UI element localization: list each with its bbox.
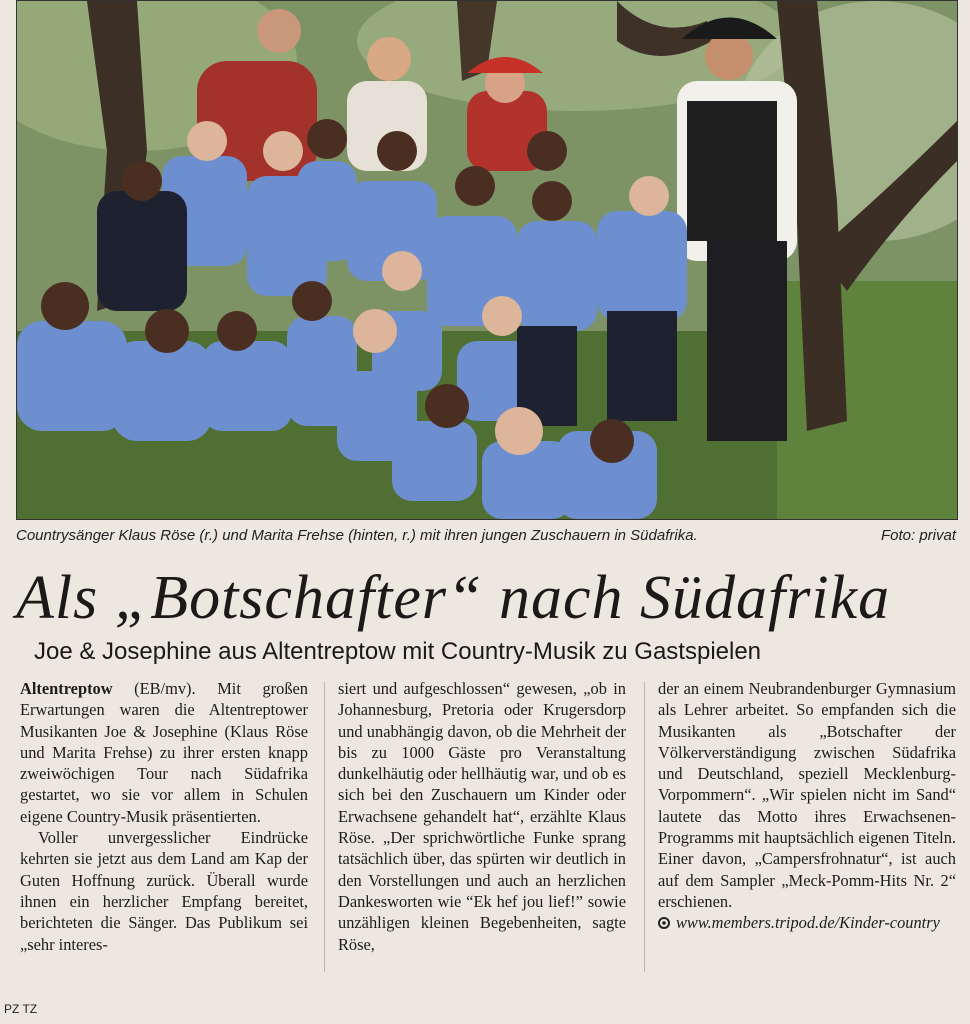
subheadline: Joe & Josephine aus Altentreptow mit Country-Musik zu Gastspielen xyxy=(34,638,762,665)
col3-paragraph-1: der an einem Neubrandenburger Gymnasium als Lehrer arbeitet. So empfanden sich die Musikanten als „Botschafter der Völkerverständigung zwischen Südafrika und Deutschland, speziell Mecklenburg-Vorpommern“. „Wir spielen nicht im Sand“ lautete das Motto ihres Erwachsenen-Programms mit hauptsächlich eigenen Titeln. Einer davon, „Campersfrohnatur“, ist auch auf dem Sampler „Meck-Pomm-Hits Nr. 2“ erschienen. xyxy=(658,679,956,911)
col1-paragraph-2: Voller unvergesslicher Eindrücke kehrten sie jetzt aus dem Land am Kap der Guten Hoffnung zurück. Überall wurde ihnen ein herzlicher Empfang bereitet, berichteten die Sänger. Das Publikum sei „sehr interes- xyxy=(20,828,308,954)
article-column-3 xyxy=(658,678,956,934)
column-divider xyxy=(324,682,325,972)
photo-caption: Countrysänger Klaus Röse (r.) und Marita Frehse (hinten, r.) mit ihren jungen Zuschauern in Südafrika. xyxy=(16,527,698,544)
headline: Als „Botschafter“ nach Südafrika xyxy=(16,564,891,632)
article-column-1 xyxy=(20,678,308,955)
group-photo xyxy=(16,0,958,520)
web-link[interactable]: www.members.tripod.de/Kinder-country xyxy=(676,913,940,933)
web-link-icon xyxy=(658,917,670,929)
web-link-line xyxy=(658,912,956,933)
photo-caption-row xyxy=(16,527,956,549)
photo-illustration xyxy=(17,1,957,519)
col2-paragraph-1: siert und aufgeschlossen“ gewesen, „ob in Johannesburg, Pretoria oder Krugersdorp und unabhängig davon, ob die Mehrheit der bis zu 1000 Gäste pro Veranstaltung dunkelhäutig oder hellhäutig war, und ob es sich bei den Zuschauern um Kinder oder Erwachsene gehandelt hat“, erzählte Klaus Röse. „Der sprichwörtliche Funke sprang tatsächlich über, das spürten wir deutlich in den Vorstellungen und auch an herzlichen Dankesworten wie “Ek hef jou lief!” sowie unzähligen kleinen Begebenheiten, sagte Röse, xyxy=(338,679,626,954)
article-column-2 xyxy=(338,678,626,955)
page-footer: PZ TZ xyxy=(4,1002,38,1016)
column-divider xyxy=(644,682,645,972)
col1-paragraph-1: (EB/mv). Mit großen Erwartungen waren die Altentreptower Musikanten Joe & Josephine (Klaus Röse und Marita Frehse) zu ihrer ersten knapp zweiwöchigen Tour nach Südafrika gestartet, wo sie vor allem in Schulen eigene Country-Musik präsentierten. xyxy=(20,679,308,826)
photo-credit: Foto: privat xyxy=(880,527,956,544)
dateline: Altentreptow xyxy=(20,679,113,698)
